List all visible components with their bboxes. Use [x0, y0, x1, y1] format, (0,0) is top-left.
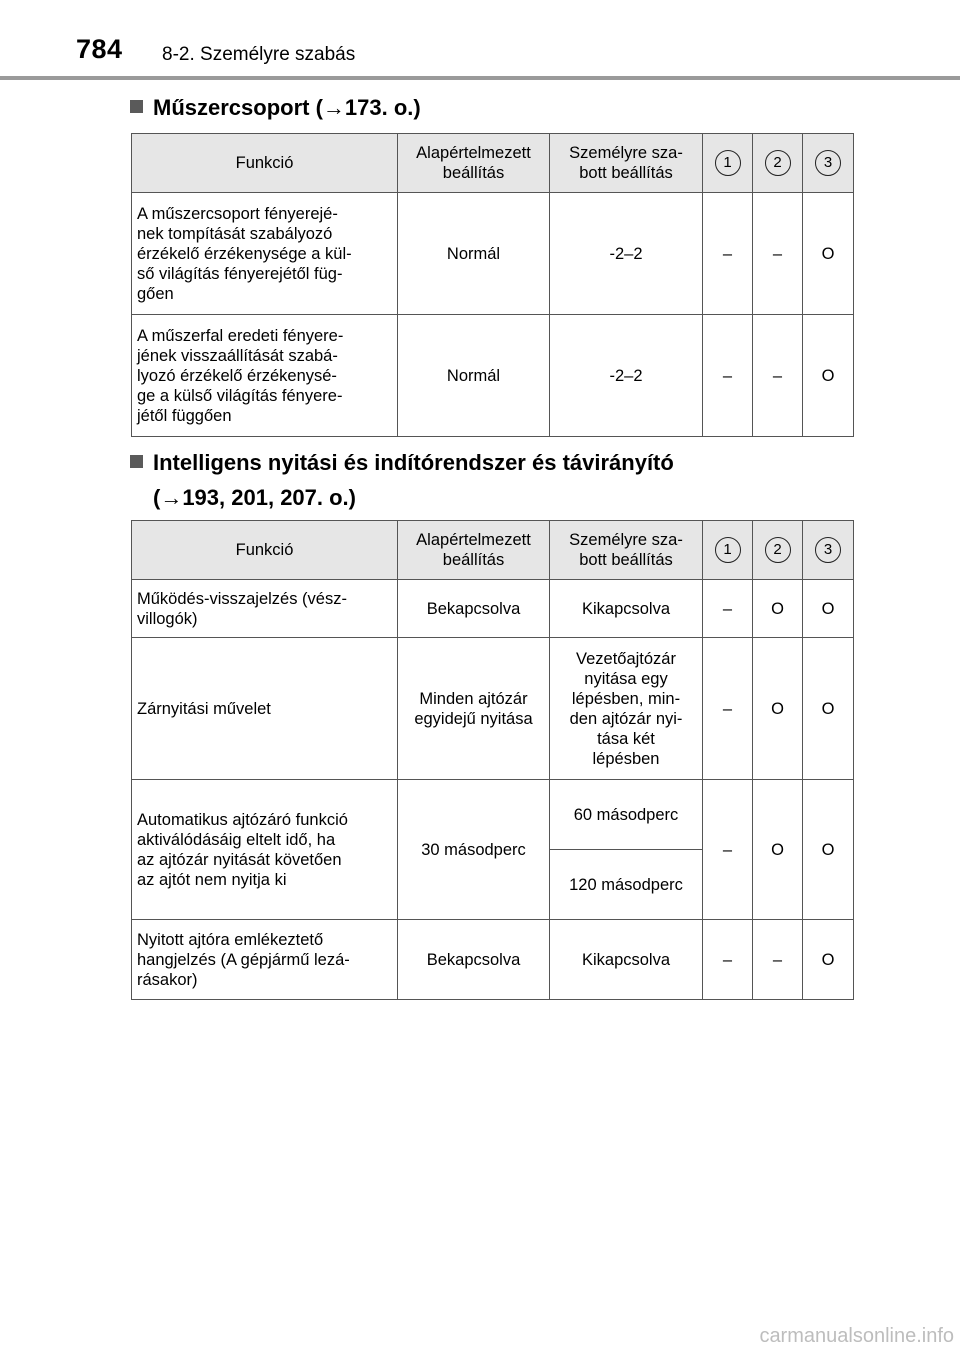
table-row [132, 780, 854, 850]
cell-mark-1: – [703, 580, 753, 638]
table-row [132, 638, 854, 780]
section-heading-smart-entry [130, 447, 674, 513]
circled-number-2-icon: 2 [765, 537, 791, 563]
table-row [132, 315, 854, 437]
cell-mark-3: O [803, 580, 854, 638]
cell-custom: -2–2 [550, 193, 703, 315]
table-header-row [132, 134, 854, 193]
cell-function: Zárnyitási művelet [132, 638, 398, 780]
cell-default: Normál [398, 315, 550, 437]
col-header-custom: Személyre sza- bott beállítás [550, 134, 703, 193]
cell-mark-1: – [703, 780, 753, 920]
cell-default: Normál [398, 193, 550, 315]
cell-mark-3: O [803, 780, 854, 920]
cell-custom: Kikapcsolva [550, 580, 703, 638]
section-heading-text: Műszercsoport (→173. o.) [153, 95, 421, 120]
col-header-2 [753, 134, 803, 193]
cell-function: A műszercsoport fényerejé- nek tompítását szabályozó érzékelő érzékenysége a kül- ső világítás fényerejétől füg- gően [132, 193, 398, 315]
cell-custom: Kikapcsolva [550, 920, 703, 1000]
cell-mark-1: – [703, 193, 753, 315]
col-header-default: Alapértelmezett beállítás [398, 521, 550, 580]
col-header-3 [803, 521, 854, 580]
table-row [132, 920, 854, 1000]
col-header-1 [703, 134, 753, 193]
square-bullet-icon [130, 100, 143, 113]
cell-mark-3: O [803, 193, 854, 315]
cell-mark-2: O [753, 580, 803, 638]
cell-mark-3: O [803, 315, 854, 437]
table-row [132, 193, 854, 315]
cell-custom-option-a: 60 másodperc [550, 780, 703, 850]
cell-mark-3: O [803, 638, 854, 780]
page-header [0, 0, 960, 80]
col-header-function: Funkció [132, 521, 398, 580]
square-bullet-icon [130, 455, 143, 468]
cell-function: Automatikus ajtózáró funkció aktiválódásáig eltelt idő, ha az ajtózár nyitását követően az ajtót nem nyitja ki [132, 780, 398, 920]
cell-mark-1: – [703, 638, 753, 780]
cell-default: Minden ajtózár egyidejű nyitása [398, 638, 550, 780]
circled-number-2-icon: 2 [765, 150, 791, 176]
header-divider [0, 76, 960, 80]
circled-number-1-icon: 1 [715, 150, 741, 176]
section-heading-text-line2: (→193, 201, 207. o.) [153, 485, 356, 510]
circled-number-3-icon: 3 [815, 537, 841, 563]
section-heading-instrument-cluster [130, 92, 421, 123]
cell-function: Nyitott ajtóra emlékeztető hangjelzés (A gépjármű lezá- rásakor) [132, 920, 398, 1000]
cell-default: Bekapcsolva [398, 580, 550, 638]
settings-table-instrument-cluster [131, 133, 854, 437]
col-header-custom: Személyre sza- bott beállítás [550, 521, 703, 580]
section-heading-text-line1: Intelligens nyitási és indítórendszer és távirányító [153, 450, 674, 475]
cell-mark-2: O [753, 638, 803, 780]
cell-custom: Vezetőajtózár nyitása egy lépésben, min- den ajtózár nyi- tása két lépésben [550, 638, 703, 780]
table-row [132, 580, 854, 638]
cell-default: 30 másodperc [398, 780, 550, 920]
col-header-3 [803, 134, 854, 193]
col-header-function: Funkció [132, 134, 398, 193]
cell-mark-2: – [753, 193, 803, 315]
cell-function: A műszerfal eredeti fényere- jének visszaállítását szabá- lyozó érzékelő érzékenysé- ge a külső világítás fényere- jétől függően [132, 315, 398, 437]
chapter-title: 8-2. Személyre szabás [162, 44, 356, 65]
circled-number-1-icon: 1 [715, 537, 741, 563]
cell-mark-3: O [803, 920, 854, 1000]
watermark: carmanualsonline.info [759, 1325, 954, 1347]
cell-mark-1: – [703, 920, 753, 1000]
cell-mark-2: – [753, 920, 803, 1000]
table-header-row [132, 521, 854, 580]
cell-mark-2: – [753, 315, 803, 437]
col-header-default: Alapértelmezett beállítás [398, 134, 550, 193]
page-number: 784 [76, 34, 123, 64]
col-header-1 [703, 521, 753, 580]
cell-function: Működés-visszajelzés (vész- villogók) [132, 580, 398, 638]
circled-number-3-icon: 3 [815, 150, 841, 176]
cell-mark-1: – [703, 315, 753, 437]
cell-custom: -2–2 [550, 315, 703, 437]
cell-mark-2: O [753, 780, 803, 920]
cell-custom-option-b: 120 másodperc [550, 850, 703, 920]
col-header-2 [753, 521, 803, 580]
settings-table-smart-entry [131, 520, 854, 1000]
cell-default: Bekapcsolva [398, 920, 550, 1000]
